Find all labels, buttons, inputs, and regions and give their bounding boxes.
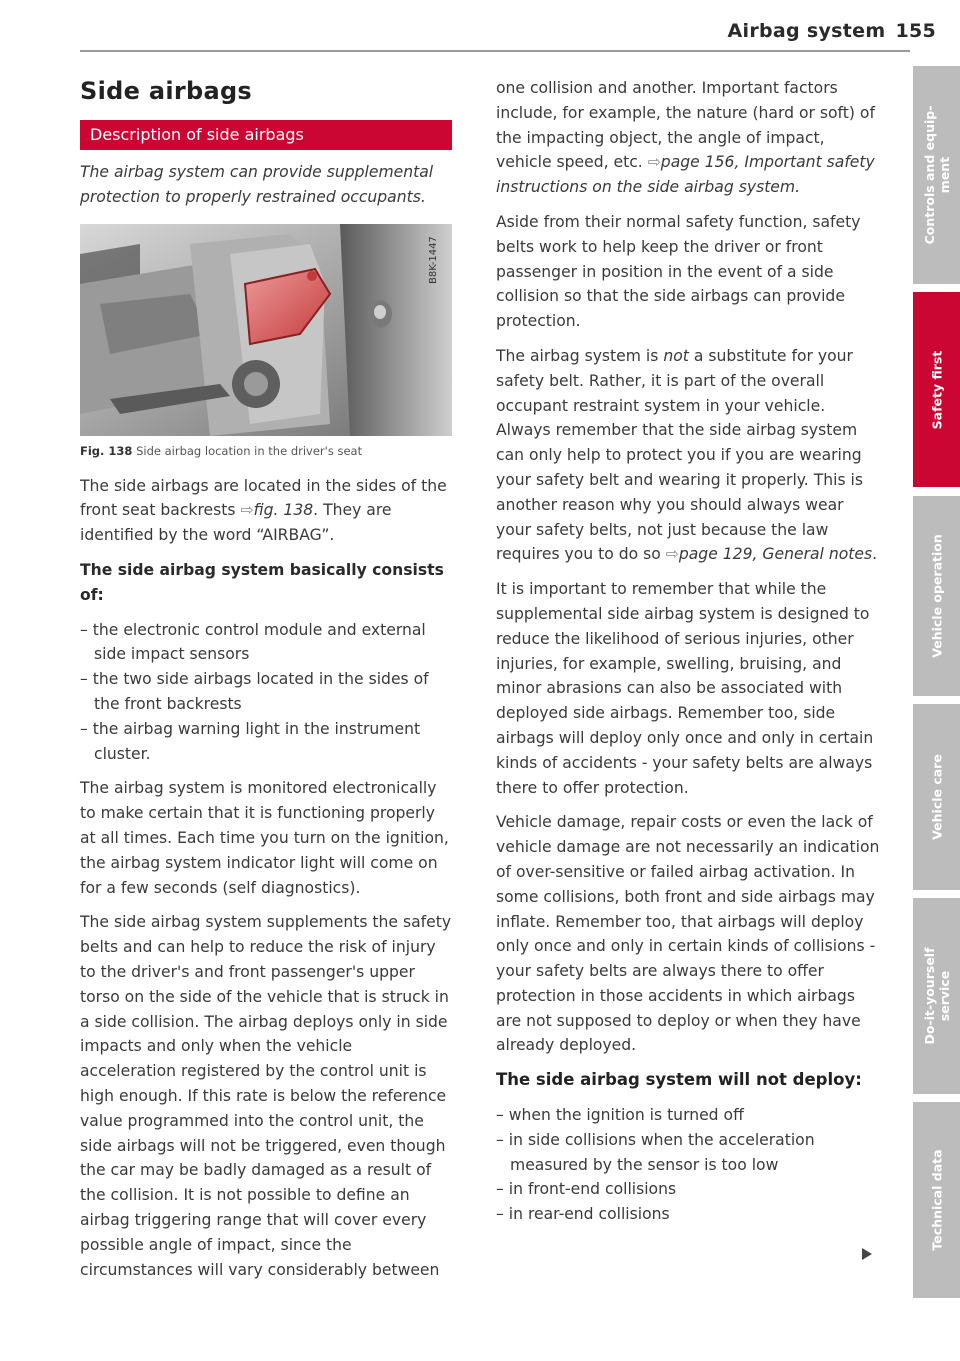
tab-label-line: Controls and equip- (921, 105, 937, 245)
emphasis: not (663, 346, 689, 365)
text-run: a substitute for your safety belt. Rather, it is part of the overall occupant restraint system in your vehicle. Always remember that the side airbag system can only help to protect you if you are wearing your safety belt and wearing it properly. This is another reason why you should always wear your safety belts, not just because the law requires you to do so (496, 346, 864, 564)
list-heading: The side airbag system basically consists of: (80, 560, 444, 604)
running-header (660, 20, 936, 42)
figure-link[interactable]: fig. 138 (253, 501, 314, 520)
paragraph: It is important to remember that while the supplemental side airbag system is designed to reduce the likelihood of serious injuries, other injuries, for example, swelling, bruising, and minor abrasions can also be associated with deployed side airbags. Remember too, side airbags will deploy only once and only in certain kinds of accidents - your safety belts are always there to offer protection. (496, 580, 874, 797)
tab-technical-data[interactable] (913, 1102, 960, 1298)
tab-label: Vehicle care (929, 754, 944, 840)
paragraph: Vehicle damage, repair costs or even the lack of vehicle damage are not necessarily an indication of over-sensitive or failed airbag activation. In some collisions, both front and side airbags may inflate. Remember too, that airbags will deploy only once and only in certain kinds of collisions - your safety belts are always there to offer protection in those accidents in which airbags are not supposed to deploy or when they have already deployed. (496, 813, 880, 1055)
arrow-right-icon: ⇨ (665, 545, 679, 564)
text-run: The side airbags are located in the sides of the front seat backrests (80, 476, 447, 520)
text-run: one collision and another. Important factors include, for example, the nature (hard or soft) of the impacting object, the angle of impact, vehicle speed, etc. (496, 79, 875, 172)
tab-label-line: Do-it-yourself (921, 947, 937, 1045)
list-item: – in side collisions when the acceleration measured by the sensor is too low (496, 1128, 880, 1178)
not-deploy-list (496, 1103, 880, 1227)
tab-label (922, 106, 952, 245)
figure-seat-airbag (80, 224, 452, 436)
caption-text: Side airbag location in the driver's seat (136, 443, 363, 458)
list-item: – when the ignition is turned off (496, 1103, 880, 1128)
arrow-right-icon: ⇨ (240, 501, 254, 520)
paragraph: The side airbag system supplements the safety belts and can help to reduce the risk of injury to the driver's and front passenger's upper torso on the side of the vehicle that is struck in a side collision. The airbag deploys only in side impacts and only when the vehicle acceleration registered by the control unit is high enough. If this rate is below the reference value programmed into the control unit, the side airbags will not be triggered, even though the car may be badly damaged as a result of the collision. It is not possible to define an airbag triggering range that will cover every possible angle of impact, since the circumstances will vary considerably between (80, 913, 452, 1279)
arrow-right-icon: ⇨ (647, 153, 661, 172)
play-icon (862, 1248, 872, 1260)
header-section: Airbag system (727, 20, 886, 42)
paragraph (80, 474, 452, 548)
text-run: . They are identified by the word “AIRBAG”. (80, 501, 392, 545)
page-number: 155 (895, 20, 936, 42)
paragraph: The airbag system is monitored electronically to make certain that it is functioning properly at all times. Each time you turn on the ignition, the airbag system indicator light will come on for a few seconds (self diagnostics). (80, 779, 449, 897)
list-heading: The side airbag system will not deploy: (496, 1070, 862, 1090)
tab-do-it-yourself-service[interactable] (913, 898, 960, 1094)
tab-label: Technical data (929, 1149, 944, 1251)
page-link[interactable]: page 129, General notes (678, 545, 873, 564)
tab-vehicle-operation[interactable] (913, 496, 960, 696)
subsection-banner: Description of side airbags (80, 120, 452, 150)
seat-illustration (80, 224, 452, 436)
header-rule (80, 50, 910, 52)
paragraph: Aside from their normal safety function, safety belts work to help keep the driver or front passenger in position in the event of a side collision so that the side airbags can provide protection. (496, 212, 861, 331)
section-title: Side airbags (80, 77, 253, 105)
tab-safety-first[interactable] (913, 292, 960, 487)
tab-label: Safety first (929, 350, 944, 429)
components-list (80, 618, 452, 767)
tab-label-line: ment (936, 156, 952, 194)
left-column (80, 72, 452, 1292)
text-run: . (872, 545, 878, 564)
intro-text: The airbag system can provide supplemental protection to properly restrained occupants. (80, 163, 434, 206)
tab-label-line: service (936, 970, 952, 1022)
list-item: – in rear-end collisions (496, 1202, 880, 1227)
paragraph (496, 344, 880, 567)
list-item: – the airbag warning light in the instrument cluster. (80, 717, 452, 767)
page-link[interactable]: page 156, Important safety instructions on the side airbag system. (496, 153, 875, 197)
text-run: The airbag system is (496, 346, 664, 365)
list-item: – the two side airbags located in the sides of the front backrests (80, 667, 452, 717)
figure-caption (80, 442, 452, 460)
tab-controls-and-equipment[interactable] (913, 66, 960, 284)
paragraph (496, 76, 880, 200)
list-item: – the electronic control module and external side impact sensors (80, 618, 452, 668)
tab-label (922, 947, 952, 1044)
caption-label: Fig. 138 (80, 443, 133, 458)
list-item: – in front-end collisions (496, 1177, 880, 1202)
tab-vehicle-care[interactable] (913, 704, 960, 890)
tab-label: Vehicle operation (929, 534, 944, 658)
right-column (496, 76, 880, 1237)
figure-code: B8K-1447 (428, 235, 439, 284)
